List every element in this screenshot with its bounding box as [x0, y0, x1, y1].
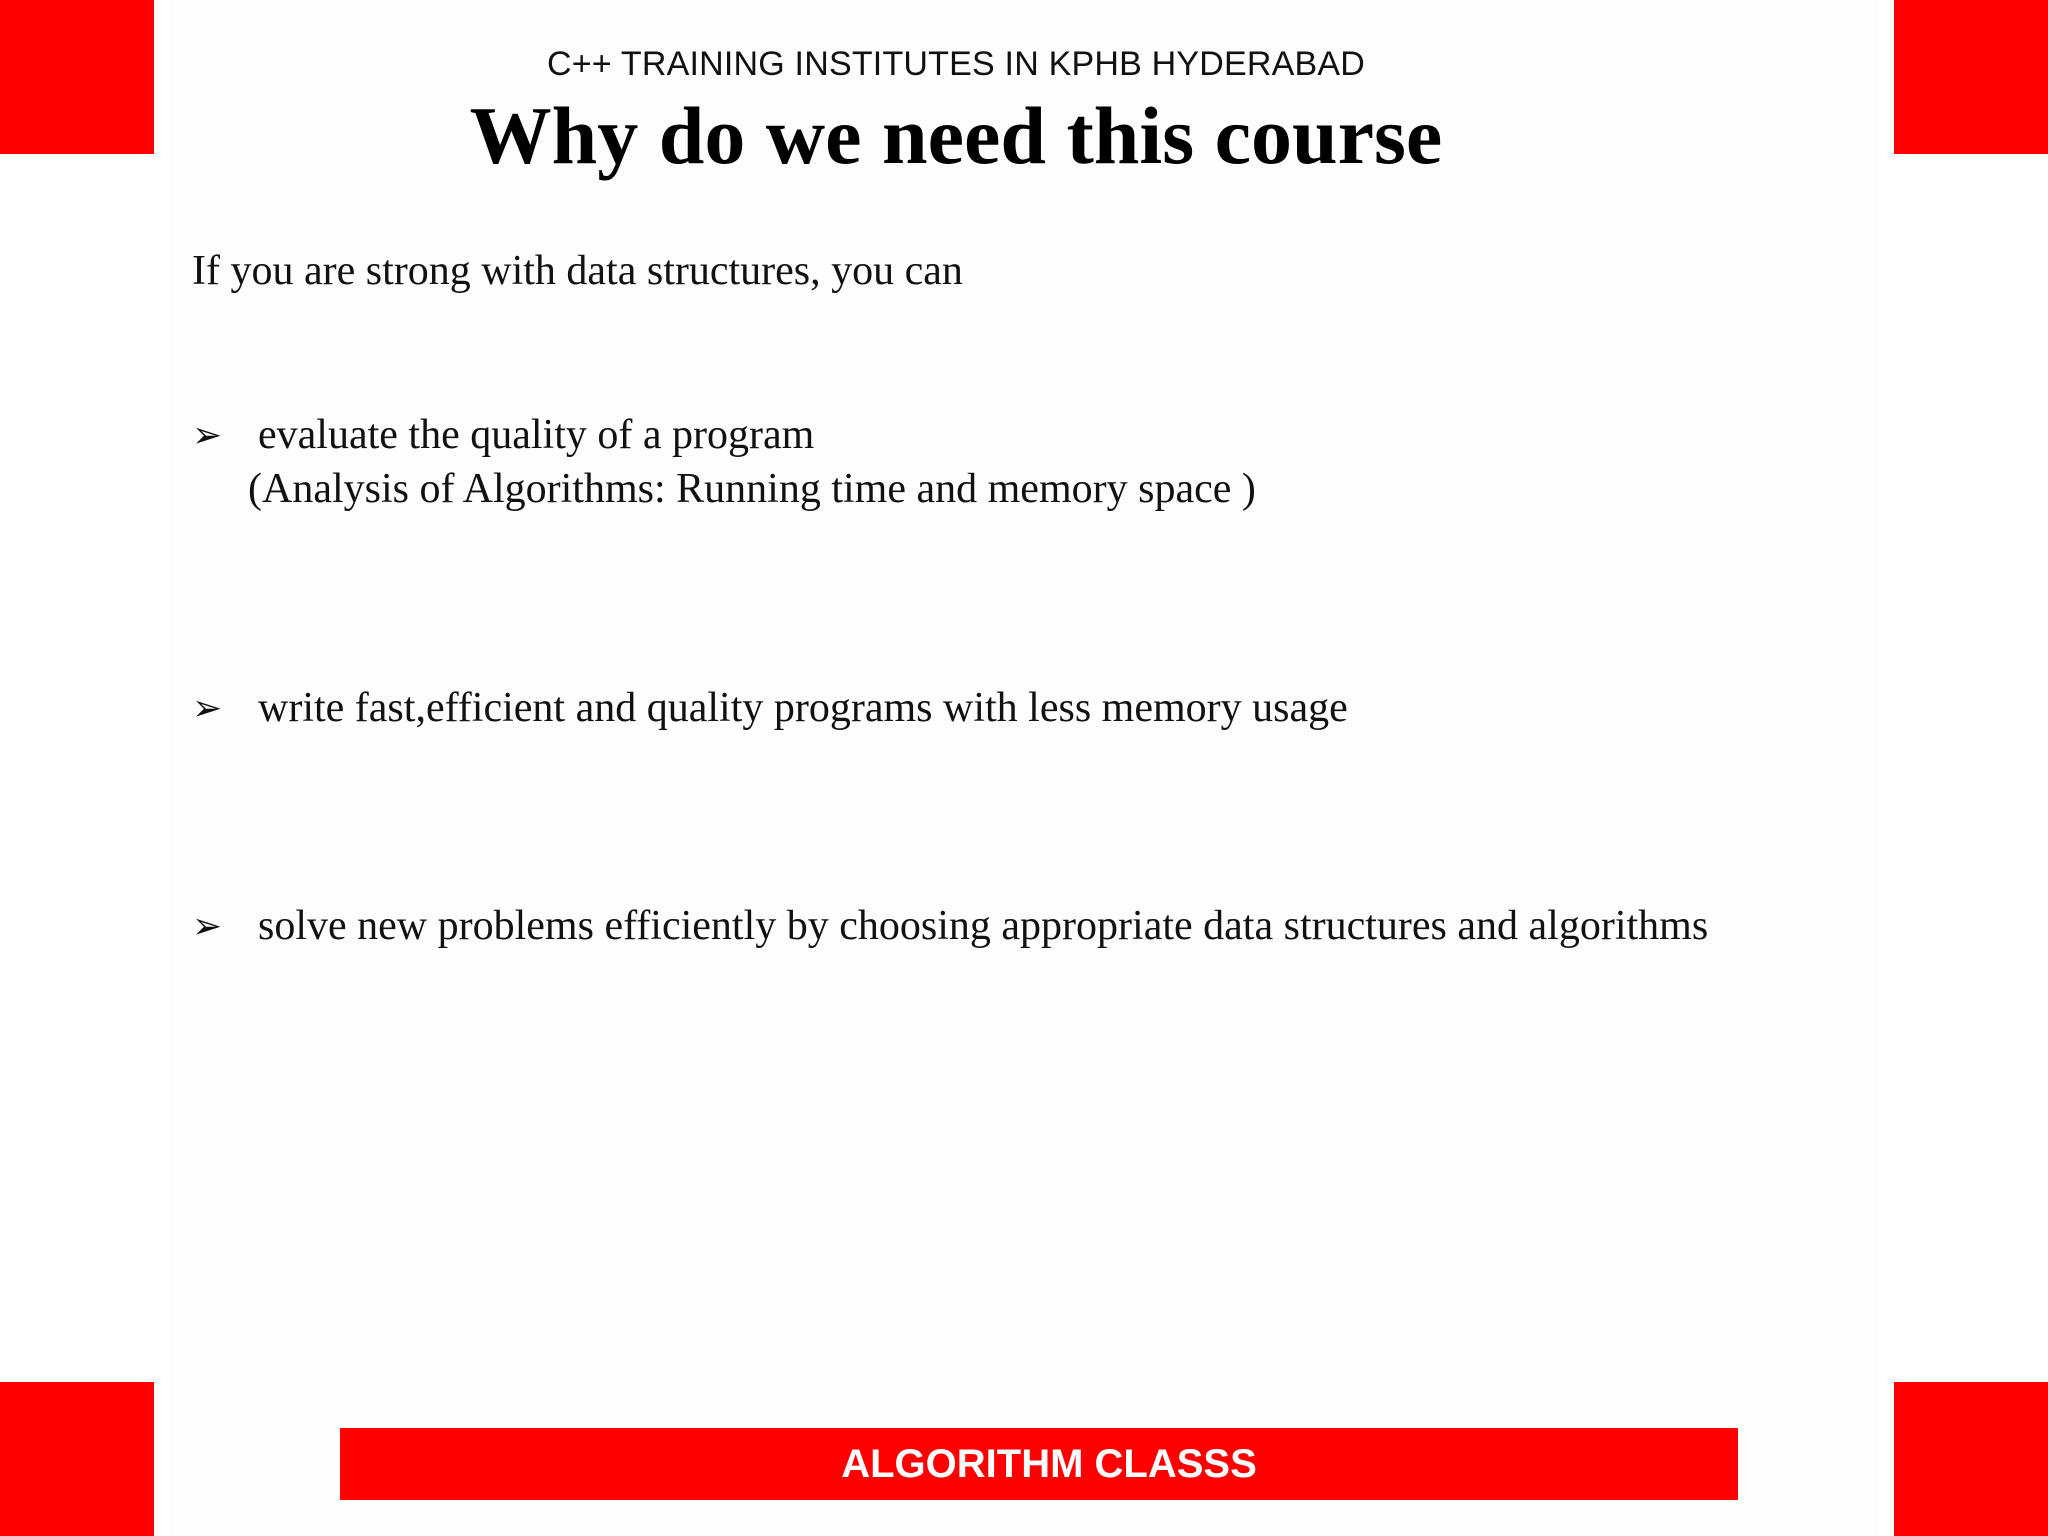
bullet-item [192, 899, 1752, 953]
bullet-text: write fast,efficient and quality programs with less memory usage [258, 685, 1348, 731]
corner-block-top-right [1894, 0, 2048, 154]
arrow-bullet-icon: ➢ [192, 415, 223, 455]
intro-text: If you are strong with data structures, you can [192, 248, 963, 294]
footer-banner [340, 1428, 1738, 1500]
bullet-item [192, 681, 1752, 735]
corner-block-bottom-left [0, 1382, 154, 1536]
corner-block-bottom-right [1894, 1382, 2048, 1536]
slide-title: Why do we need this course [469, 90, 1443, 181]
arrow-bullet-icon: ➢ [192, 906, 223, 946]
bullet-subtext: (Analysis of Algorithms: Running time and memory space ) [248, 466, 1256, 512]
slide-subtitle: C++ TRAINING INSTITUTES IN KPHB HYDERABAD [546, 45, 1366, 83]
arrow-bullet-icon: ➢ [192, 688, 223, 728]
footer-label: ALGORITHM CLASSS [841, 1442, 1257, 1486]
bullet-text: evaluate the quality of a program [258, 412, 815, 458]
bullet-item [192, 408, 1752, 516]
bullet-text: solve new problems efficiently by choosing appropriate data structures and algorithms [258, 903, 1709, 949]
content-area [170, 0, 1878, 1536]
